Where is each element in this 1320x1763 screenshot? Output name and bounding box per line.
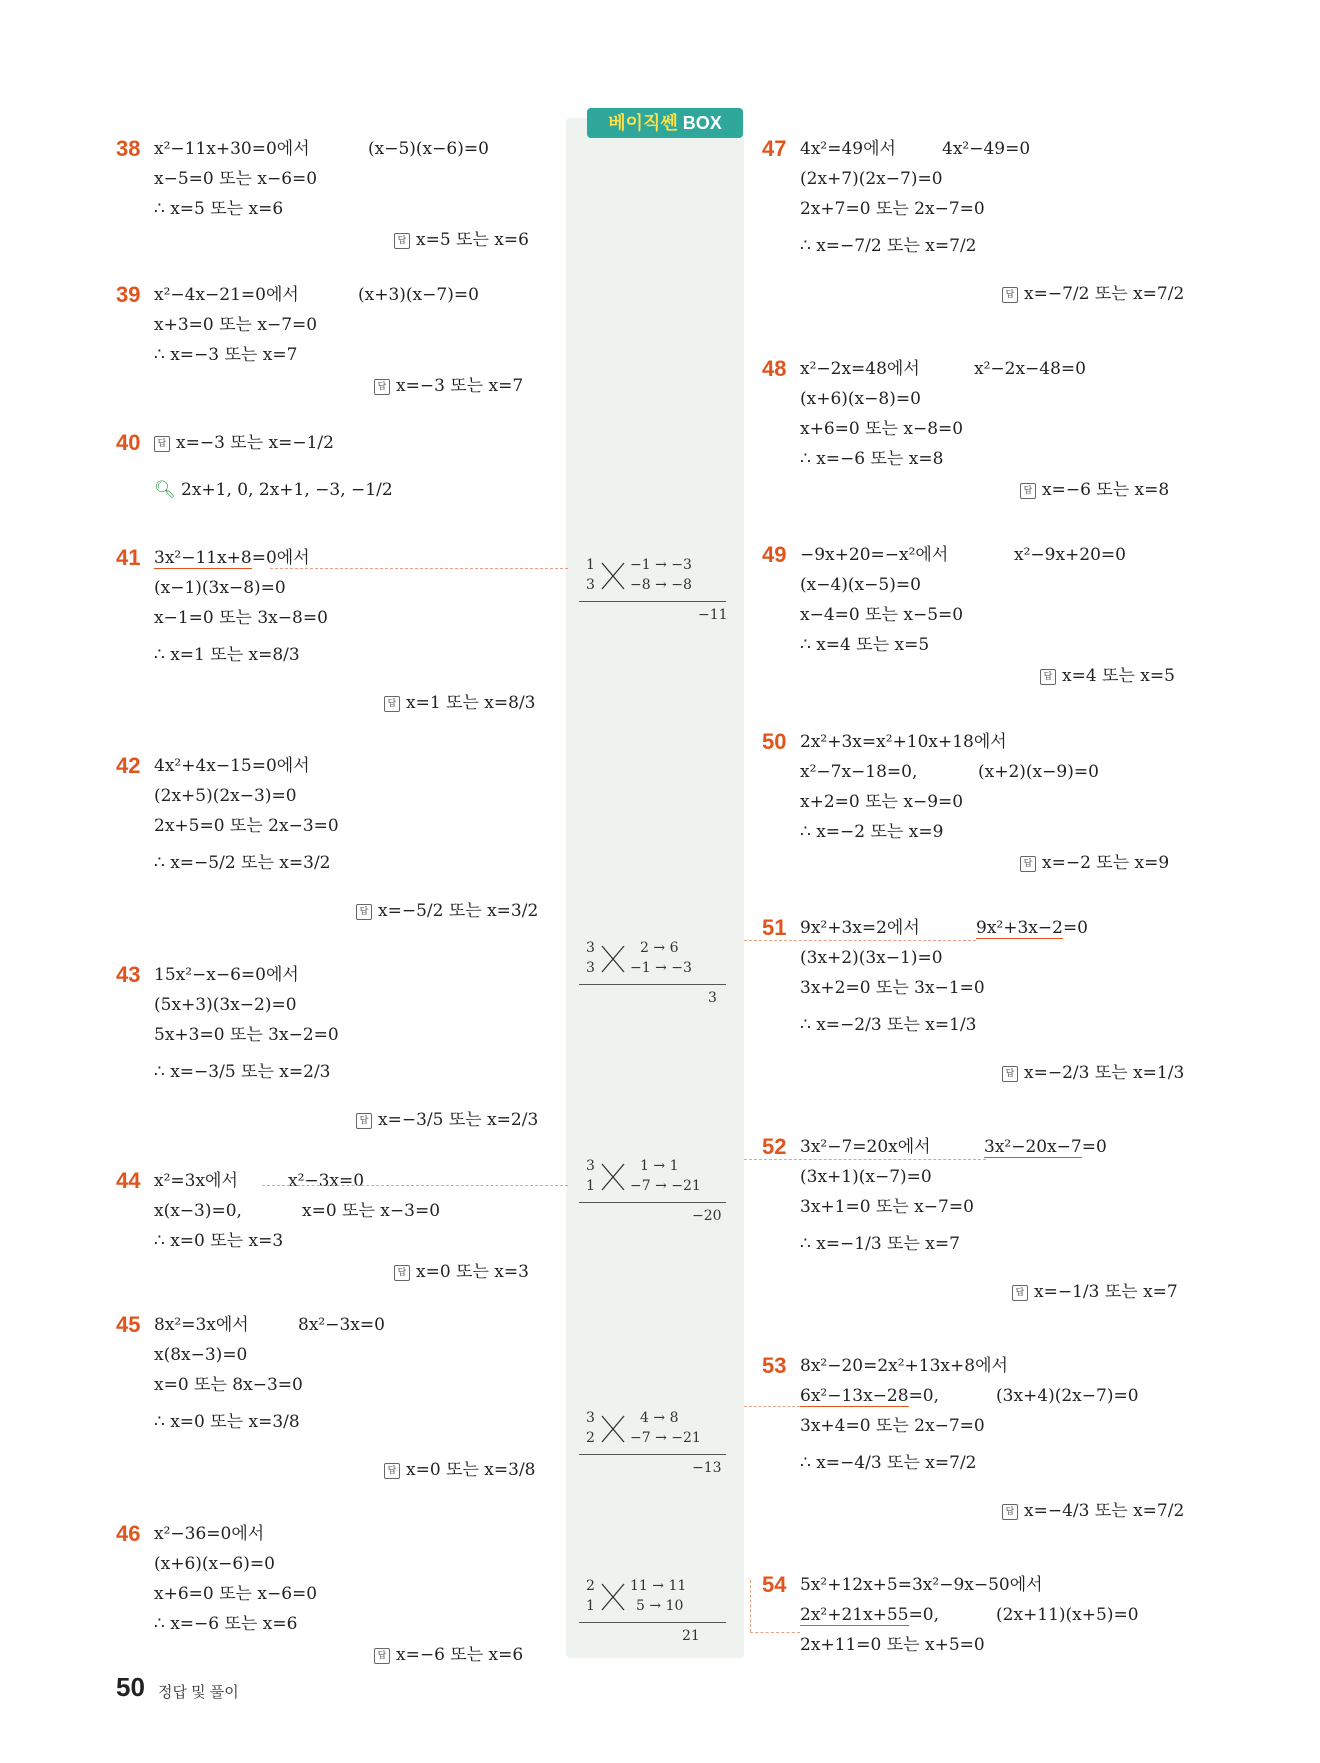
line: 4x²+4x−15=0에서 — [154, 756, 310, 776]
line: (2x+7)(2x−7)=0 — [800, 169, 943, 189]
cross-rule — [579, 1202, 726, 1203]
line-suffix: =0 — [1081, 1137, 1107, 1157]
line: 8x²=3x에서 — [154, 1315, 249, 1335]
cross-product: 10 — [665, 1598, 684, 1614]
line: x+2=0 또는 x−9=0 — [800, 792, 964, 812]
answer-icon: 답 — [1040, 669, 1056, 685]
cross-row-1: 1 → 1 — [640, 1158, 679, 1174]
cross-rule — [579, 1454, 726, 1455]
basic-box-panel — [566, 118, 744, 1658]
line: (5x+3)(3x−2)=0 — [154, 995, 297, 1015]
line: (x+2)(x−9)=0 — [978, 762, 1099, 782]
cross-sum: −13 — [692, 1460, 722, 1476]
answer-text: x=5 또는 x=6 — [416, 230, 529, 250]
cross-product: −8 — [671, 577, 692, 593]
problem-number: 45 — [116, 1312, 141, 1337]
problem-number: 38 — [116, 136, 141, 161]
answer — [1040, 666, 1175, 686]
cross-left-top: 3 — [586, 1410, 595, 1426]
answer-text: x=4 또는 x=5 — [1062, 666, 1175, 686]
line: x+6=0 또는 x−6=0 — [154, 1584, 318, 1604]
answer — [394, 1262, 529, 1282]
answer-text: x=0 또는 x=3 — [416, 1262, 529, 1282]
cross-product: 8 — [669, 1410, 679, 1426]
cross-sum: 21 — [682, 1628, 700, 1644]
cross-term: −7 — [630, 1178, 651, 1194]
line: 2x²+3x=x²+10x+18에서 — [800, 732, 1007, 752]
cross-rule — [579, 601, 726, 602]
line: ∴ x=−7/2 또는 x=7/2 — [800, 236, 977, 256]
underlined-expression: 9x²+3x−2 — [976, 918, 1063, 938]
line: x²−3x=0 — [288, 1171, 365, 1191]
cross-product: 1 — [669, 1158, 679, 1174]
line: ∴ x=0 또는 x=3 — [154, 1231, 284, 1251]
cross-left-bottom: 1 — [586, 1178, 595, 1194]
underlined-expression: 2x²+21x+55 — [800, 1605, 909, 1625]
answer-text: x=−4/3 또는 x=7/2 — [1024, 1501, 1185, 1521]
line — [154, 548, 310, 568]
problem-number: 49 — [762, 542, 787, 567]
line: 2x+5=0 또는 2x−3=0 — [154, 816, 339, 836]
answer-icon: 답 — [1002, 1504, 1018, 1520]
line: 3x²−7=20x에서 — [800, 1137, 931, 1157]
cross-arrows-icon — [600, 1580, 626, 1614]
line: x−1=0 또는 3x−8=0 — [154, 608, 328, 628]
line: −9x+20=−x²에서 — [800, 545, 949, 565]
cross-arrows-icon — [600, 1160, 626, 1194]
line: ∴ x=−3 또는 x=7 — [154, 345, 298, 365]
answer — [154, 433, 334, 453]
line: x²−36=0에서 — [154, 1524, 265, 1544]
line: (x+6)(x−6)=0 — [154, 1554, 275, 1574]
cross-row-1: 2 → 6 — [640, 940, 679, 956]
line: 5x²+12x+5=3x²−9x−50에서 — [800, 1575, 1043, 1595]
answer-text: x=−1/3 또는 x=7 — [1034, 1282, 1178, 1302]
cross-row-2: −8 → −8 — [630, 577, 692, 593]
line: ∴ x=−3/5 또는 x=2/3 — [154, 1062, 331, 1082]
cross-left-bottom: 3 — [586, 960, 595, 976]
cross-left-top: 1 — [586, 557, 595, 573]
cross-term: −7 — [630, 1430, 651, 1446]
line: (x+6)(x−8)=0 — [800, 389, 921, 409]
problem-number: 48 — [762, 356, 787, 381]
answer-icon: 답 — [394, 1265, 410, 1281]
line: 3x+1=0 또는 x−7=0 — [800, 1197, 974, 1217]
answer-text: x=−3 또는 x=−1/2 — [176, 433, 334, 453]
connector-line — [750, 1580, 751, 1632]
cross-product: −21 — [671, 1178, 701, 1194]
line — [800, 1386, 939, 1406]
answer — [384, 1460, 536, 1480]
problem-number: 41 — [116, 545, 141, 570]
answer — [384, 693, 536, 713]
line: (x+3)(x−7)=0 — [358, 285, 479, 305]
answer-icon: 답 — [394, 233, 410, 249]
basic-box-title — [587, 108, 743, 138]
line: 8x²−20=2x²+13x+8에서 — [800, 1356, 1008, 1376]
problem-number: 52 — [762, 1134, 787, 1159]
problem-number: 44 — [116, 1168, 141, 1193]
line: x²−2x−48=0 — [974, 359, 1086, 379]
answer-text: x=−6 또는 x=8 — [1042, 480, 1170, 500]
cross-left-bottom: 3 — [586, 577, 595, 593]
line: 3x+2=0 또는 3x−1=0 — [800, 978, 985, 998]
line: 4x²−49=0 — [942, 139, 1031, 159]
cross-arrows-icon — [600, 559, 626, 593]
cross-sum: −11 — [698, 607, 728, 623]
cross-sum: −20 — [692, 1208, 722, 1224]
line: x²−9x+20=0 — [1014, 545, 1126, 565]
answer — [356, 901, 538, 921]
line-suffix: =0, — [908, 1605, 940, 1625]
answer — [1002, 1501, 1184, 1521]
line — [984, 1137, 1107, 1157]
line: 2x+7=0 또는 2x−7=0 — [800, 199, 985, 219]
problem-number: 51 — [762, 915, 787, 940]
answer — [374, 1645, 523, 1665]
line: x+6=0 또는 x−8=0 — [800, 419, 964, 439]
answer-icon: 답 — [1020, 483, 1036, 499]
line: (x−1)(3x−8)=0 — [154, 578, 286, 598]
line: x(x−3)=0, — [154, 1201, 242, 1221]
answer — [1002, 1063, 1184, 1083]
line: ∴ x=−4/3 또는 x=7/2 — [800, 1453, 977, 1473]
line: x=0 또는 8x−3=0 — [154, 1375, 303, 1395]
cross-term: −8 — [630, 577, 651, 593]
cross-product: −3 — [671, 960, 692, 976]
line-suffix: =0 — [1062, 918, 1088, 938]
answer-text: x=−2/3 또는 x=1/3 — [1024, 1063, 1185, 1083]
box-title-ko: 베이직쎈 — [608, 113, 678, 133]
cross-row-2: −1 → −3 — [630, 960, 692, 976]
problem-number: 40 — [116, 430, 141, 455]
line: x−4=0 또는 x−5=0 — [800, 605, 964, 625]
answer-icon: 답 — [384, 696, 400, 712]
cross-term: 11 — [630, 1578, 648, 1594]
cross-product: −21 — [671, 1430, 701, 1446]
line: ∴ x=−6 또는 x=6 — [154, 1614, 298, 1634]
line: ∴ x=−1/3 또는 x=7 — [800, 1234, 960, 1254]
line: 2x+11=0 또는 x+5=0 — [800, 1635, 985, 1655]
line: (3x+1)(x−7)=0 — [800, 1167, 932, 1187]
underlined-expression: 3x²−11x+8 — [154, 548, 252, 568]
line: ∴ x=5 또는 x=6 — [154, 199, 284, 219]
connector-line — [744, 1406, 800, 1407]
problem-number: 53 — [762, 1353, 787, 1378]
magnifier-icon: 🔍︎ — [154, 480, 176, 500]
cross-product: −3 — [671, 557, 692, 573]
line: (x−5)(x−6)=0 — [368, 139, 489, 159]
answer-text: x=−7/2 또는 x=7/2 — [1024, 284, 1185, 304]
line: ∴ x=0 또는 x=3/8 — [154, 1412, 300, 1432]
cross-row-2: −7 → −21 — [630, 1178, 701, 1194]
hint-line — [154, 480, 393, 500]
line: (2x+11)(x+5)=0 — [996, 1605, 1139, 1625]
line: 4x²=49에서 — [800, 139, 896, 159]
answer-icon: 답 — [356, 1113, 372, 1129]
answer-text: x=−6 또는 x=6 — [396, 1645, 524, 1665]
line: ∴ x=−2/3 또는 x=1/3 — [800, 1015, 977, 1035]
answer — [394, 230, 529, 250]
cross-left-top: 3 — [586, 1158, 595, 1174]
line: x²−7x−18=0, — [800, 762, 918, 782]
line — [800, 1605, 939, 1625]
problem-number: 47 — [762, 136, 787, 161]
cross-arrows-icon — [600, 942, 626, 976]
line: x²−2x=48에서 — [800, 359, 920, 379]
answer-text: x=−3 또는 x=7 — [396, 376, 524, 396]
line: (3x+4)(2x−7)=0 — [996, 1386, 1139, 1406]
cross-left-top: 3 — [586, 940, 595, 956]
line: x²=3x에서 — [154, 1171, 238, 1191]
cross-row-1: 4 → 8 — [640, 1410, 679, 1426]
line: x=0 또는 x−3=0 — [302, 1201, 441, 1221]
answer — [1002, 284, 1184, 304]
answer-icon: 답 — [1002, 287, 1018, 303]
line: 5x+3=0 또는 3x−2=0 — [154, 1025, 339, 1045]
line: ∴ x=−2 또는 x=9 — [800, 822, 944, 842]
line: ∴ x=1 또는 x=8/3 — [154, 645, 300, 665]
answer-text: x=−2 또는 x=9 — [1042, 853, 1170, 873]
connector-line — [744, 940, 976, 941]
cross-term: 4 — [640, 1410, 649, 1426]
cross-row-2: 5 → 10 — [636, 1598, 684, 1614]
underlined-expression: 6x²−13x−28 — [800, 1386, 909, 1406]
line: (3x+2)(3x−1)=0 — [800, 948, 943, 968]
cross-rule — [579, 984, 726, 985]
line: 3x+4=0 또는 2x−7=0 — [800, 1416, 985, 1436]
answer-icon: 답 — [374, 1648, 390, 1664]
cross-product: 6 — [669, 940, 679, 956]
cross-row-1: −1 → −3 — [630, 557, 692, 573]
box-title-en: BOX — [682, 113, 722, 133]
answer — [1020, 853, 1169, 873]
connector-line — [750, 1632, 800, 1633]
cross-sum: 3 — [708, 990, 717, 1006]
answer-text: x=0 또는 x=3/8 — [406, 1460, 536, 1480]
answer-text: x=−5/2 또는 x=3/2 — [378, 901, 539, 921]
cross-product: 11 — [668, 1578, 687, 1594]
answer-icon: 답 — [374, 379, 390, 395]
line: x²−11x+30=0에서 — [154, 139, 310, 159]
problem-number: 54 — [762, 1572, 787, 1597]
line: (2x+5)(2x−3)=0 — [154, 786, 297, 806]
line: 15x²−x−6=0에서 — [154, 965, 299, 985]
line-suffix: =0, — [908, 1386, 940, 1406]
cross-arrows-icon — [600, 1412, 626, 1446]
cross-left-top: 2 — [586, 1578, 595, 1594]
line: 9x²+3x=2에서 — [800, 918, 920, 938]
problem-number: 46 — [116, 1521, 141, 1546]
cross-rule — [579, 1622, 726, 1623]
connector-line — [270, 568, 568, 569]
line: x²−4x−21=0에서 — [154, 285, 299, 305]
connector-line — [262, 1185, 568, 1186]
problem-number: 42 — [116, 753, 141, 778]
answer-icon: 답 — [1020, 856, 1036, 872]
line — [976, 918, 1088, 938]
cross-left-bottom: 2 — [586, 1430, 595, 1446]
page-number: 50 — [116, 1672, 145, 1702]
line: x−5=0 또는 x−6=0 — [154, 169, 318, 189]
hint-text: 2x+1, 0, 2x+1, −3, −1/2 — [181, 480, 393, 500]
cross-row-2: −7 → −21 — [630, 1430, 701, 1446]
connector-line — [744, 1159, 986, 1160]
line-suffix: =0에서 — [251, 548, 310, 568]
problem-number: 39 — [116, 282, 141, 307]
answer — [356, 1110, 538, 1130]
cross-term: 1 — [640, 1158, 649, 1174]
underlined-expression: 3x²−20x−7 — [984, 1137, 1082, 1157]
answer-icon: 답 — [356, 904, 372, 920]
cross-term: 2 — [640, 940, 649, 956]
line: x(8x−3)=0 — [154, 1345, 248, 1365]
line: ∴ x=4 또는 x=5 — [800, 635, 930, 655]
line: 8x²−3x=0 — [298, 1315, 385, 1335]
line: ∴ x=−6 또는 x=8 — [800, 449, 944, 469]
answer-icon: 답 — [384, 1463, 400, 1479]
answer — [374, 376, 523, 396]
answer — [1020, 480, 1169, 500]
answer-icon: 답 — [1012, 1285, 1028, 1301]
line: ∴ x=−5/2 또는 x=3/2 — [154, 853, 331, 873]
cross-term: −1 — [630, 960, 651, 976]
line: (x−4)(x−5)=0 — [800, 575, 921, 595]
answer-text: x=1 또는 x=8/3 — [406, 693, 536, 713]
cross-left-bottom: 1 — [586, 1598, 595, 1614]
cross-row-1: 11 → 11 — [630, 1578, 687, 1594]
cross-term: −1 — [630, 557, 651, 573]
answer-icon: 답 — [154, 436, 170, 452]
problem-number: 43 — [116, 962, 141, 987]
answer — [1012, 1282, 1178, 1302]
cross-term: 5 — [636, 1598, 645, 1614]
problem-number: 50 — [762, 729, 787, 754]
line: x+3=0 또는 x−7=0 — [154, 315, 318, 335]
answer-icon: 답 — [1002, 1066, 1018, 1082]
page-label: 정답 및 풀이 — [158, 1684, 239, 1701]
answer-text: x=−3/5 또는 x=2/3 — [378, 1110, 539, 1130]
